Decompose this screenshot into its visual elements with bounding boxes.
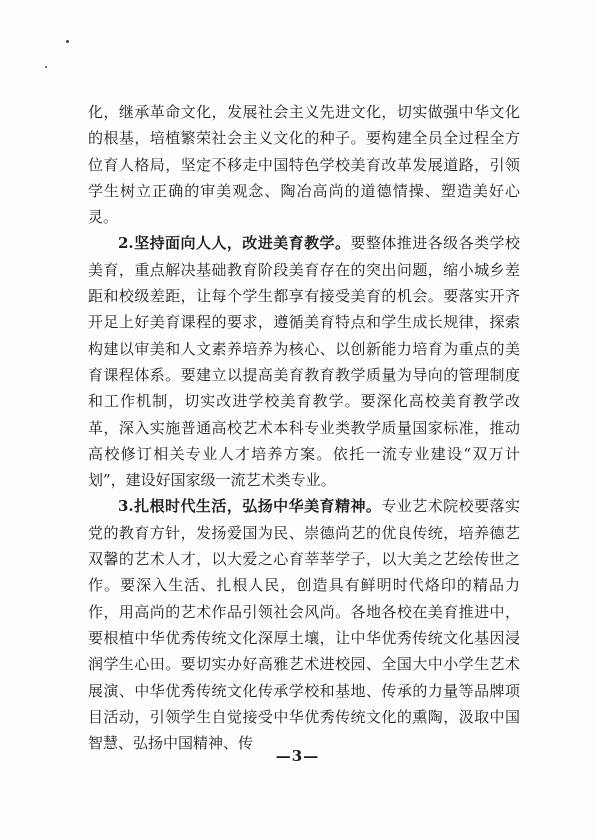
scan-speck [66, 40, 69, 43]
paragraph-section-2 [88, 230, 520, 493]
paragraph-continued [88, 99, 520, 230]
scan-speck [45, 66, 47, 68]
section-heading: 2.坚持面向人人，改进美育教学。 [118, 234, 351, 253]
paragraph-text: 要整体推进各级各类学校美育，重点解决基础教育阶段美育存在的突出问题，缩小城乡差距和校级差距，让每个学生都享有接受美育的机会。要落实开齐开足上好美育课程的要求，遵循美育特点和学生成长规律，探索构建以审美和人文素养培养为核心、以创新能力培育为重点的美育课程体系。要建立以提高美育教育教学质量为导向的管理制度和工作机制，切实改进学校美育教学。要深化高校美育教学改革，深入实施普通高校艺术本科专业类教学质量国家标准，推动高校修订相关专业人才培养方案。依托一流专业建设“双万计划”，建设好国家级一流艺术类专业。 [88, 234, 520, 490]
section-heading: 3.扎根时代生活，弘扬中华美育精神。 [118, 497, 382, 516]
body-text [88, 99, 520, 756]
paragraph-section-3 [88, 493, 520, 756]
paragraph-text: 专业艺术院校要落实党的教育方针，发扬爱国为民、崇德尚艺的优良传统，培养德艺双馨的艺术人才，以大爱之心育莘莘学子，以大美之艺绘传世之作。要深入生活、扎根人民，创造具有鲜明时代烙印的精品力作，用高尚的艺术作品引领社会风尚。各地各校在美育推进中，要根植中华优秀传统文化深厚土壤，让中华优秀传统文化基因浸润学生心田。要切实办好高雅艺术进校园、全国大中小学生艺术展演、中华优秀传统文化传承学校和基地、传承的力量等品牌项目活动，引领学生自觉接受中华优秀传统文化的熏陶，汲取中国智慧、弘扬中国精神、传 [88, 497, 520, 753]
page-number: —3— [275, 747, 320, 765]
paragraph-text: 化，继承革命文化，发展社会主义先进文化，切实做强中华文化的根基，培植繁荣社会主义文化的种子。要构建全员全过程全方位育人格局，坚定不移走中国特色学校美育改革发展道路，引领学生树立正确的审美观念、陶冶高尚的道德情操、塑造美好心灵。 [88, 103, 520, 227]
